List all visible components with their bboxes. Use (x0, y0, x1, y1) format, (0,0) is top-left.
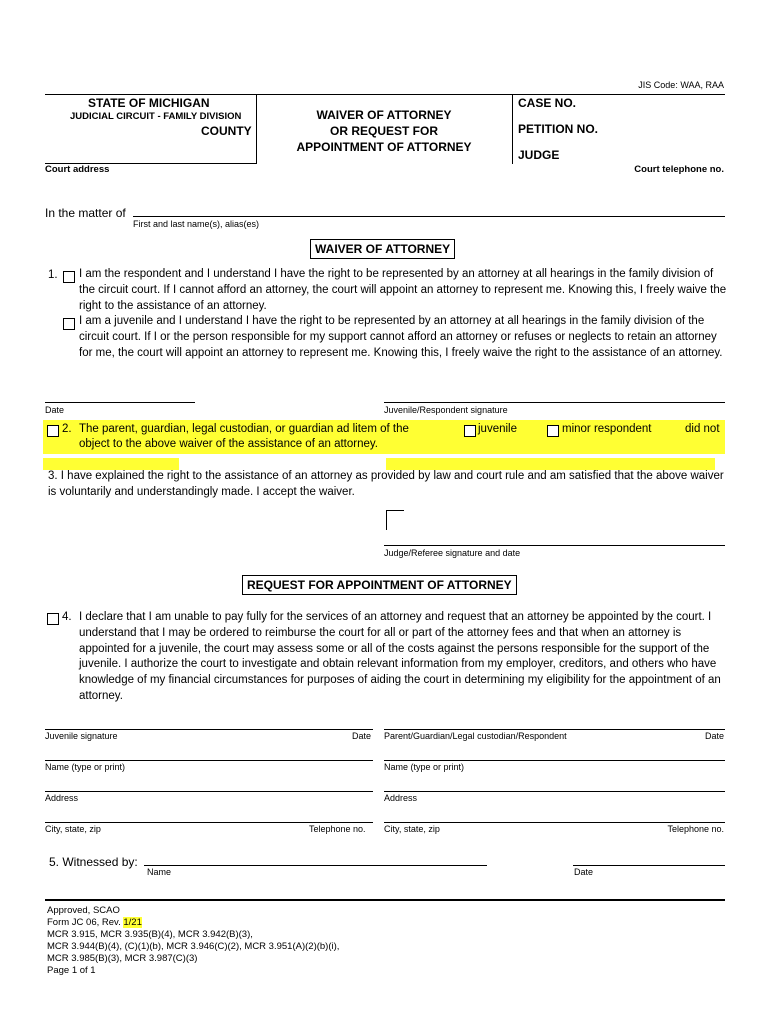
witness-date-label: Date (574, 867, 594, 877)
witness-name-line[interactable] (144, 865, 487, 866)
waiver-heading: WAIVER OF ATTORNEY (310, 239, 455, 259)
juvenile-phone-label: Telephone no. (309, 824, 366, 834)
footer-page: Page 1 of 1 (47, 965, 96, 976)
footer-mcr-2: MCR 3.944(B)(4), (C)(1)(b), MCR 3.946(C)(2), MCR 3.951(A)(2)(b)(i), (47, 941, 340, 952)
juvenile-date-label: Date (352, 731, 372, 741)
waiver-signature-line[interactable] (384, 402, 725, 403)
item3-text: 3. I have explained the right to the assistance of an attorney as provided by law and court rule and am satisfied that the above waiver is voluntarily and understandingly made. I accept the waiver. (48, 470, 724, 498)
header-top-rule (45, 94, 725, 95)
state-name: STATE OF MICHIGAN (88, 96, 210, 110)
juvenile-signature-line[interactable] (45, 729, 373, 730)
item1b-text: I am a juvenile and I understand I have the right to be represented by an attorney at all hearings in the family division of the circuit court. If I or the person responsible for my support cannot afford an attorney or refuses or neglects to retain an attorney for me, the court will appoint an attorney to represent me. Knowing this, I freely waive the right to the assistance of an attorney. (79, 315, 723, 359)
item4-number: 4. (62, 611, 72, 623)
item1a-checkbox[interactable] (63, 269, 79, 287)
judge-sig-corner-h (386, 510, 404, 511)
item2-line2: object to the above waiver of the assistance of an attorney. (79, 438, 378, 450)
item1a-text: I am the respondent and I understand I have the right to be represented by an attorney at all hearings in the family division of the circuit court. If I cannot afford an attorney, the court will appoint an attorney to represent me. Knowing this, I freely waive the right to the assistance of an attorney. (79, 268, 727, 312)
parent-signature-line[interactable] (384, 729, 725, 730)
matter-name-line[interactable] (133, 216, 725, 217)
item2-checkbox[interactable] (47, 423, 63, 441)
item2-minor-checkbox[interactable] (547, 423, 563, 441)
court-phone-label: Court telephone no. (634, 164, 724, 175)
footer-mcr-3: MCR 3.985(B)(3), MCR 3.987(C)(3) (47, 953, 198, 964)
item2-text: The parent, guardian, legal custodian, or guardian ad litem of the (79, 423, 409, 435)
matter-label: In the matter of (45, 206, 126, 220)
judge-label: JUDGE (518, 148, 560, 162)
item2-number: 2. (62, 423, 72, 435)
footer-form (47, 917, 339, 929)
item1b-checkbox[interactable] (63, 316, 79, 334)
parent-city-line[interactable] (384, 822, 725, 823)
parent-name-label: Name (type or print) (384, 762, 465, 772)
parent-phone-label: Telephone no. (667, 824, 724, 834)
waiver-date-line[interactable] (45, 402, 195, 403)
court-division: JUDICIAL CIRCUIT - FAMILY DIVISION (70, 111, 242, 122)
judge-signature-label: Judge/Referee signature and date (384, 548, 521, 558)
jis-code: JIS Code: WAA, RAA (638, 80, 724, 90)
county-label: COUNTY (201, 124, 252, 138)
judge-sig-corner-v (386, 510, 387, 530)
footer-form-prefix: Form JC 06, Rev. (47, 917, 121, 928)
case-no-label: CASE NO. (518, 96, 577, 110)
title-line-2: OR REQUEST FOR (329, 124, 438, 138)
footer-block (47, 905, 339, 977)
footer-form-rev: 1/21 (123, 917, 142, 928)
parent-address-label: Address (384, 793, 418, 803)
title-line-3: APPOINTMENT OF ATTORNEY (296, 140, 472, 154)
footer-rule (45, 899, 725, 901)
waiver-date-label: Date (45, 405, 65, 415)
petition-no-label: PETITION NO. (518, 122, 599, 136)
parent-date-label: Date (704, 731, 724, 741)
court-address-label: Court address (45, 164, 110, 175)
header-divider-2 (512, 94, 513, 164)
matter-sublabel: First and last name(s), alias(es) (133, 219, 260, 229)
witness-date-line[interactable] (573, 865, 725, 866)
juvenile-name-label: Name (type or print) (45, 762, 126, 772)
footer-approved: Approved, SCAO (47, 905, 120, 916)
item1-number: 1. (48, 269, 58, 281)
juvenile-address-line[interactable] (45, 791, 373, 792)
parent-name-line[interactable] (384, 760, 725, 761)
witness-label: 5. Witnessed by: (49, 855, 138, 869)
juvenile-city-line[interactable] (45, 822, 373, 823)
item2-didnot: did not (685, 423, 720, 435)
juvenile-city-label: City, state, zip (45, 824, 101, 834)
title-line-1: WAIVER OF ATTORNEY (316, 108, 452, 122)
witness-name-label: Name (147, 867, 172, 877)
juvenile-name-line[interactable] (45, 760, 373, 761)
form-title (256, 107, 512, 155)
item4-checkbox[interactable] (47, 611, 63, 629)
parent-city-label: City, state, zip (384, 824, 440, 834)
juvenile-signature-label: Juvenile signature (45, 731, 118, 741)
request-heading: REQUEST FOR APPOINTMENT OF ATTORNEY (242, 575, 517, 595)
item4-text: I declare that I am unable to pay fully for the services of an attorney and request that an attorney be appointed by the court. I understand that I may be ordered to reimburse the court for all or part of the attorney fees and that when an attorney is appointed for a juvenile, the court may assess some or all of the costs against the persons responsible for the support of the juvenile. I authorize the court to investigate and obtain relevant information from my employer, creditors, and others who have knowledge of my financial circumstances for purposes of aiding the court in determining my eligibility for the appointment of an attorney. (79, 611, 721, 702)
judge-signature-line[interactable] (384, 545, 725, 546)
parent-address-line[interactable] (384, 791, 725, 792)
item2-juvenile-label: juvenile (478, 423, 517, 435)
juvenile-address-label: Address (45, 793, 79, 803)
item2-minor-label: minor respondent (562, 423, 652, 435)
parent-signature-label: Parent/Guardian/Legal custodian/Respondent (384, 731, 567, 741)
waiver-signature-label: Juvenile/Respondent signature (384, 405, 508, 415)
footer-mcr-1: MCR 3.915, MCR 3.935(B)(4), MCR 3.942(B)(3), (47, 929, 253, 940)
